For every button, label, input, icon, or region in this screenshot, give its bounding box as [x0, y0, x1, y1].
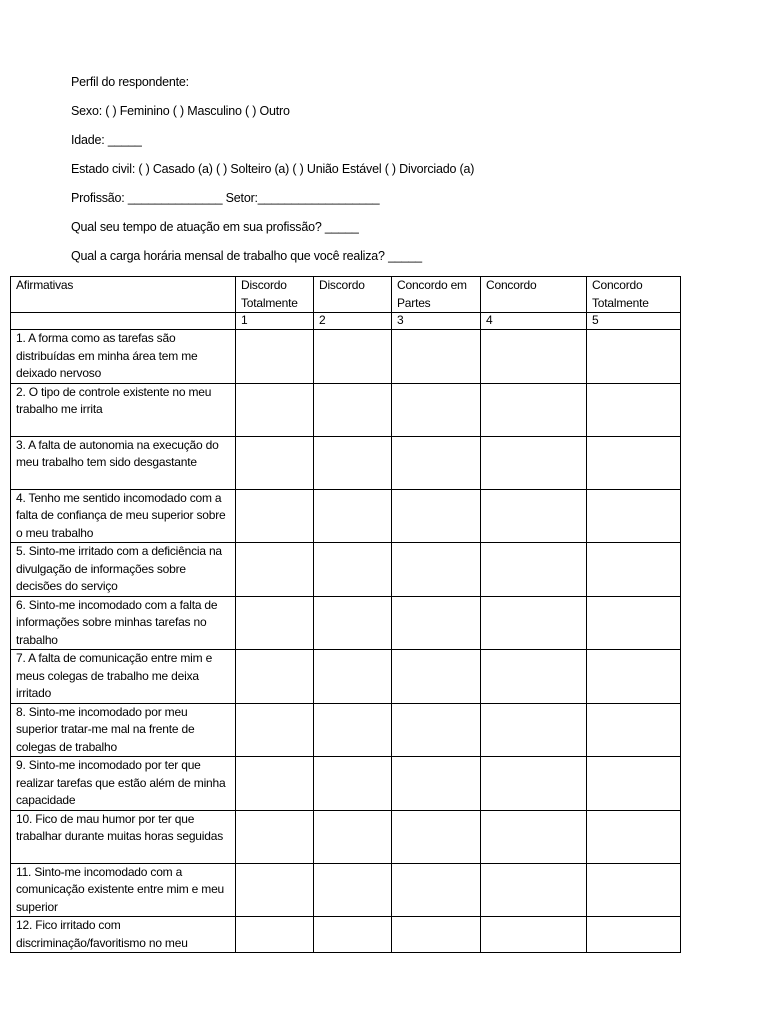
table-row: [11, 650, 681, 704]
header-strongly-disagree: Discordo Totalmente: [236, 277, 314, 313]
scale-empty-cell: [11, 313, 236, 330]
answer-cell-2[interactable]: [314, 543, 392, 597]
answer-cell-1[interactable]: [236, 436, 314, 489]
profile-title: Perfil do respondente:: [71, 75, 189, 89]
profession-sector-field: Profissão: ______________ Setor:__________________: [71, 191, 380, 205]
answer-cell-2[interactable]: [314, 917, 392, 953]
answer-cell-1[interactable]: [236, 917, 314, 953]
answer-cell-3[interactable]: [392, 917, 481, 953]
table-row: [11, 703, 681, 757]
answer-cell-5[interactable]: [587, 383, 681, 436]
answer-cell-5[interactable]: [587, 489, 681, 543]
answer-cell-1[interactable]: [236, 757, 314, 811]
statement-cell: 1. A forma como as tarefas são distribuídas em minha área tem me deixado nervoso: [11, 330, 236, 384]
answer-cell-5[interactable]: [587, 436, 681, 489]
header-agree: Concordo: [481, 277, 587, 313]
answer-cell-2[interactable]: [314, 330, 392, 384]
table-row: [11, 810, 681, 863]
answer-cell-3[interactable]: [392, 436, 481, 489]
table-row: [11, 330, 681, 384]
scale-1: 1: [236, 313, 314, 330]
answer-cell-1[interactable]: [236, 489, 314, 543]
answer-cell-4[interactable]: [481, 810, 587, 863]
answer-cell-3[interactable]: [392, 810, 481, 863]
answer-cell-4[interactable]: [481, 917, 587, 953]
answer-cell-2[interactable]: [314, 703, 392, 757]
header-disagree: Discordo: [314, 277, 392, 313]
answer-cell-1[interactable]: [236, 330, 314, 384]
answer-cell-4[interactable]: [481, 436, 587, 489]
marital-status-field: Estado civil: ( ) Casado (a) ( ) Solteiro (a) ( ) União Estável ( ) Divorciado (a): [71, 162, 475, 176]
profession-time-question: Qual seu tempo de atuação em sua profissão? _____: [71, 220, 359, 234]
table-row: [11, 383, 681, 436]
answer-cell-4[interactable]: [481, 650, 587, 704]
monthly-workload-question: Qual a carga horária mensal de trabalho que você realiza? _____: [71, 249, 422, 263]
answer-cell-3[interactable]: [392, 596, 481, 650]
answer-cell-4[interactable]: [481, 330, 587, 384]
header-strongly-agree: Concordo Totalmente: [587, 277, 681, 313]
statement-cell: 9. Sinto-me incomodado por ter que realizar tarefas que estão além de minha capacidade: [11, 757, 236, 811]
answer-cell-5[interactable]: [587, 703, 681, 757]
answer-cell-2[interactable]: [314, 757, 392, 811]
answer-cell-3[interactable]: [392, 489, 481, 543]
answer-cell-2[interactable]: [314, 436, 392, 489]
answer-cell-3[interactable]: [392, 703, 481, 757]
header-row: [11, 277, 681, 313]
header-partly-agree: Concordo em Partes: [392, 277, 481, 313]
answer-cell-4[interactable]: [481, 489, 587, 543]
answer-cell-4[interactable]: [481, 863, 587, 917]
statement-cell: 12. Fico irritado com discriminação/favoritismo no meu: [11, 917, 236, 953]
statement-cell: 11. Sinto-me incomodado com a comunicação existente entre mim e meu superior: [11, 863, 236, 917]
answer-cell-2[interactable]: [314, 489, 392, 543]
table-row: [11, 489, 681, 543]
table-row: [11, 757, 681, 811]
answer-cell-2[interactable]: [314, 863, 392, 917]
likert-table: [10, 276, 681, 953]
answer-cell-3[interactable]: [392, 330, 481, 384]
answer-cell-3[interactable]: [392, 383, 481, 436]
sex-field: Sexo: ( ) Feminino ( ) Masculino ( ) Outro: [71, 104, 290, 118]
table-row: [11, 436, 681, 489]
answer-cell-1[interactable]: [236, 596, 314, 650]
answer-cell-5[interactable]: [587, 596, 681, 650]
answer-cell-1[interactable]: [236, 703, 314, 757]
answer-cell-1[interactable]: [236, 810, 314, 863]
table-row: [11, 596, 681, 650]
scale-3: 3: [392, 313, 481, 330]
statement-cell: 5. Sinto-me irritado com a deficiência na divulgação de informações sobre decisões do serviço: [11, 543, 236, 597]
answer-cell-3[interactable]: [392, 863, 481, 917]
answer-cell-5[interactable]: [587, 650, 681, 704]
statement-cell: 4. Tenho me sentido incomodado com a falta de confiança de meu superior sobre o meu trabalho: [11, 489, 236, 543]
statement-cell: 7. A falta de comunicação entre mim e meus colegas de trabalho me deixa irritado: [11, 650, 236, 704]
statement-cell: 10. Fico de mau humor por ter que trabalhar durante muitas horas seguidas: [11, 810, 236, 863]
answer-cell-4[interactable]: [481, 383, 587, 436]
scale-4: 4: [481, 313, 587, 330]
answer-cell-4[interactable]: [481, 703, 587, 757]
answer-cell-1[interactable]: [236, 650, 314, 704]
scale-2: 2: [314, 313, 392, 330]
answer-cell-3[interactable]: [392, 650, 481, 704]
answer-cell-2[interactable]: [314, 810, 392, 863]
answer-cell-1[interactable]: [236, 543, 314, 597]
answer-cell-2[interactable]: [314, 383, 392, 436]
answer-cell-5[interactable]: [587, 757, 681, 811]
answer-cell-1[interactable]: [236, 863, 314, 917]
respondent-profile: [71, 74, 731, 277]
table-row: [11, 543, 681, 597]
scale-row: [11, 313, 681, 330]
answer-cell-4[interactable]: [481, 543, 587, 597]
answer-cell-5[interactable]: [587, 330, 681, 384]
answer-cell-5[interactable]: [587, 810, 681, 863]
table-row: [11, 863, 681, 917]
answer-cell-5[interactable]: [587, 543, 681, 597]
scale-5: 5: [587, 313, 681, 330]
answer-cell-5[interactable]: [587, 863, 681, 917]
statement-cell: 3. A falta de autonomia na execução do meu trabalho tem sido desgastante: [11, 436, 236, 489]
answer-cell-3[interactable]: [392, 543, 481, 597]
answer-cell-1[interactable]: [236, 383, 314, 436]
statement-cell: 8. Sinto-me incomodado por meu superior tratar-me mal na frente de colegas de trabalho: [11, 703, 236, 757]
answer-cell-2[interactable]: [314, 596, 392, 650]
statement-cell: 2. O tipo de controle existente no meu trabalho me irrita: [11, 383, 236, 436]
age-field: Idade: _____: [71, 133, 142, 147]
answer-cell-5[interactable]: [587, 917, 681, 953]
table-row: [11, 917, 681, 953]
statement-cell: 6. Sinto-me incomodado com a falta de informações sobre minhas tarefas no trabalho: [11, 596, 236, 650]
answer-cell-4[interactable]: [481, 596, 587, 650]
answer-cell-4[interactable]: [481, 757, 587, 811]
answer-cell-2[interactable]: [314, 650, 392, 704]
answer-cell-3[interactable]: [392, 757, 481, 811]
header-statements: Afirmativas: [11, 277, 236, 313]
